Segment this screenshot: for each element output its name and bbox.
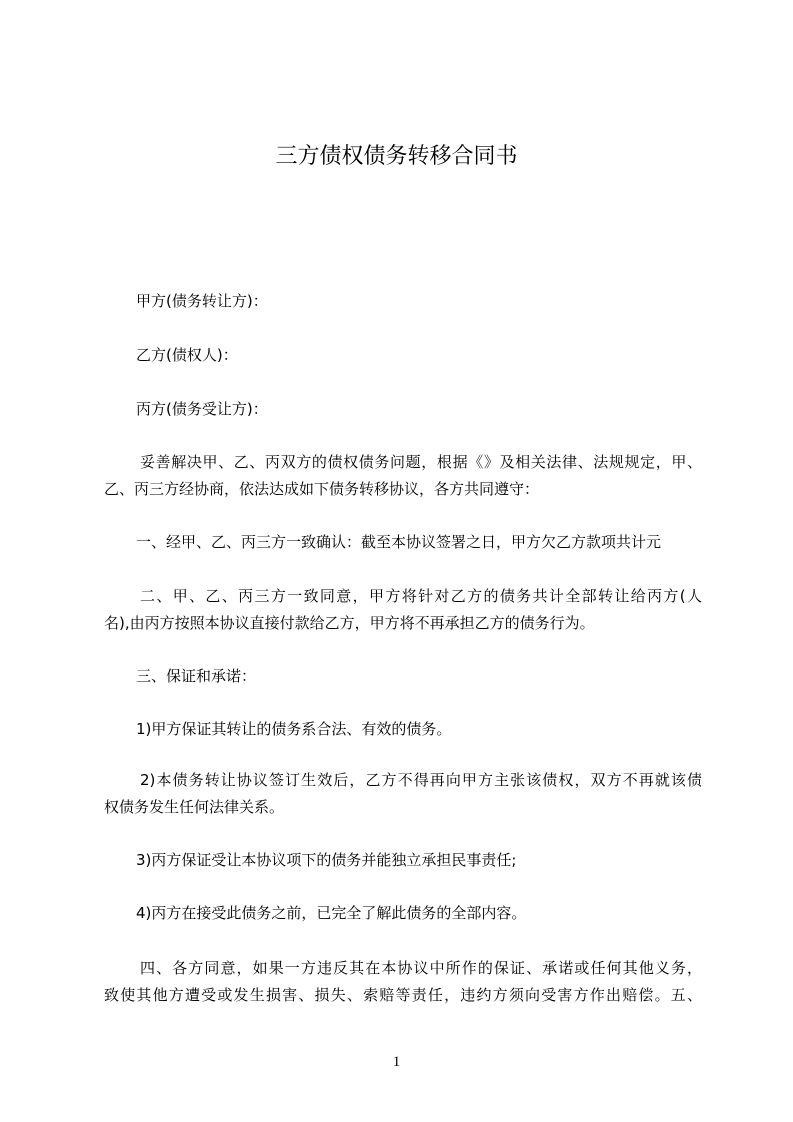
text-line: 1)甲方保证其转让的债务系合法、有效的债务。	[136, 720, 452, 738]
clause-2	[104, 583, 702, 637]
clause-3-heading	[104, 663, 702, 690]
page-number: 1	[392, 1054, 401, 1070]
text-line: 丙方(债务受让方)：	[136, 400, 268, 418]
party-a	[104, 288, 702, 315]
text-line: 乙方(债权人)：	[136, 346, 238, 364]
clause-4	[104, 955, 702, 1009]
document-title: 三方债权债务转移合同书	[275, 144, 518, 169]
clause-3-item-1	[104, 716, 702, 743]
clause-3-item-2	[104, 767, 702, 821]
text-line: 4)丙方在接受此债务之前，已完全了解此债务的全部内容。	[136, 904, 527, 922]
text-line: 权债务发生任何法律关系。	[104, 798, 285, 816]
text-line: 一、经甲、乙、丙三方一致确认：截至本协议签署之日，甲方欠乙方款项共计元	[136, 533, 662, 551]
text-line: 二、甲、乙、丙三方一致同意，甲方将针对乙方的债务共计全部转让给丙方(人	[140, 587, 702, 605]
text-line: 2)本债务转让协议签订生效后，乙方不得再向甲方主张该债权，双方不再就该债	[140, 771, 702, 789]
text-line: 致使其他方遭受或发生损害、损失、索赔等责任，违约方须向受害方作出赔偿。五、	[104, 986, 702, 1004]
text-line: 甲方(债务转让方)：	[136, 292, 268, 310]
clause-3-item-4	[104, 900, 702, 927]
clause-3-item-3	[104, 847, 702, 874]
text-line: 名),由丙方按照本协议直接付款给乙方，甲方将不再承担乙方的债务行为。	[104, 614, 595, 632]
text-line: 四、各方同意，如果一方违反其在本协议中所作的保证、承诺或任何其他义务，	[140, 959, 702, 977]
text-line: 乙、丙三方经协商，依法达成如下债务转移协议，各方共同遵守：	[104, 480, 540, 498]
text-line: 三、保证和承诺：	[136, 667, 257, 685]
clause-1	[104, 529, 702, 556]
party-b	[104, 342, 702, 369]
preamble-paragraph	[104, 449, 702, 503]
party-c	[104, 396, 702, 423]
text-line: 妥善解决甲、乙、丙双方的债权债务问题，根据《》及相关法律、法规规定，甲、	[140, 453, 702, 471]
text-line: 3)丙方保证受让本协议项下的债务并能独立承担民事责任;	[136, 851, 517, 869]
